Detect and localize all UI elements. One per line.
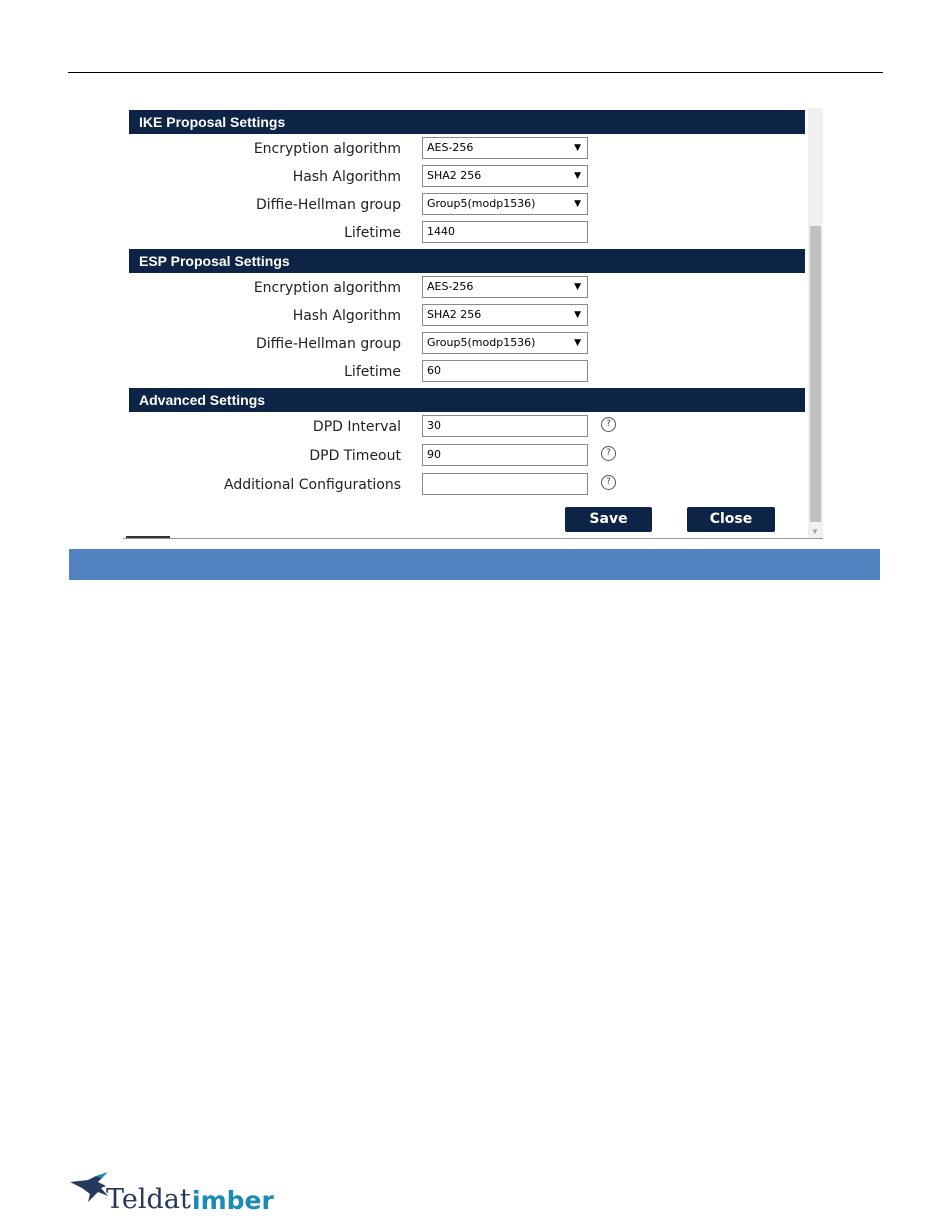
ike-lifetime-row [123,221,813,245]
ike-lifetime-input[interactable]: 1440 [422,221,588,243]
help-icon[interactable]: ? [601,417,616,432]
dpd-timeout-row [123,444,813,468]
scrollbar-thumb[interactable] [810,226,821,522]
chevron-down-icon: ▼ [574,310,581,320]
logo-teldat-text: Teldat [106,1184,191,1215]
esp-hash-value: SHA2 256 [427,308,482,321]
esp-lifetime-label: Lifetime [344,364,401,380]
esp-section-header: ESP Proposal Settings [129,249,805,273]
ike-hash-value: SHA2 256 [427,169,482,182]
dpd-interval-input[interactable]: 30 [422,415,588,437]
chevron-down-icon: ▼ [574,282,581,292]
help-icon[interactable]: ? [601,475,616,490]
ike-dh-label: Diffie-Hellman group [256,197,401,213]
logo-imber-text: imber [192,1186,274,1215]
ike-encryption-row [123,137,813,161]
ike-hash-row [123,165,813,189]
esp-hash-row [123,304,813,328]
esp-lifetime-input[interactable]: 60 [422,360,588,382]
additional-config-row [123,473,813,497]
ike-dh-row [123,193,813,217]
additional-config-input[interactable] [422,473,588,495]
esp-hash-select[interactable] [422,304,588,326]
ike-dh-value: Group5(modp1536) [427,197,536,210]
caption-band [69,549,880,580]
ike-encryption-select[interactable] [422,137,588,159]
scroll-down-icon[interactable]: ▼ [811,527,819,536]
esp-dh-label: Diffie-Hellman group [256,336,401,352]
close-button[interactable]: Close [687,507,775,532]
esp-lifetime-row [123,360,813,384]
esp-encryption-row [123,276,813,300]
esp-dh-row [123,332,813,356]
page-top-rule [68,72,883,73]
advanced-section-header: Advanced Settings [129,388,805,412]
panel-corner-mark [126,536,170,541]
esp-encryption-select[interactable] [422,276,588,298]
ike-dh-select[interactable] [422,193,588,215]
teldat-imber-logo [68,1172,328,1220]
save-button[interactable]: Save [565,507,652,532]
additional-config-label: Additional Configurations [224,477,401,493]
ike-hash-label: Hash Algorithm [292,169,401,185]
dpd-timeout-label: DPD Timeout [309,448,401,464]
chevron-down-icon: ▼ [574,143,581,153]
ike-lifetime-label: Lifetime [344,225,401,241]
vertical-scrollbar[interactable] [808,108,823,538]
esp-encryption-value: AES-256 [427,280,474,293]
ipsec-settings-panel [123,108,823,538]
dpd-timeout-input[interactable]: 90 [422,444,588,466]
esp-dh-value: Group5(modp1536) [427,336,536,349]
ike-encryption-value: AES-256 [427,141,474,154]
dpd-interval-row [123,415,813,439]
help-icon[interactable]: ? [601,446,616,461]
ike-section-header: IKE Proposal Settings [129,110,805,134]
ike-hash-select[interactable] [422,165,588,187]
panel-bottom-border [123,538,823,539]
esp-hash-label: Hash Algorithm [292,308,401,324]
chevron-down-icon: ▼ [574,171,581,181]
chevron-down-icon: ▼ [574,199,581,209]
ike-encryption-label: Encryption algorithm [253,141,401,157]
esp-encryption-label: Encryption algorithm [253,280,401,296]
chevron-down-icon: ▼ [574,338,581,348]
esp-dh-select[interactable] [422,332,588,354]
dpd-interval-label: DPD Interval [312,419,401,435]
